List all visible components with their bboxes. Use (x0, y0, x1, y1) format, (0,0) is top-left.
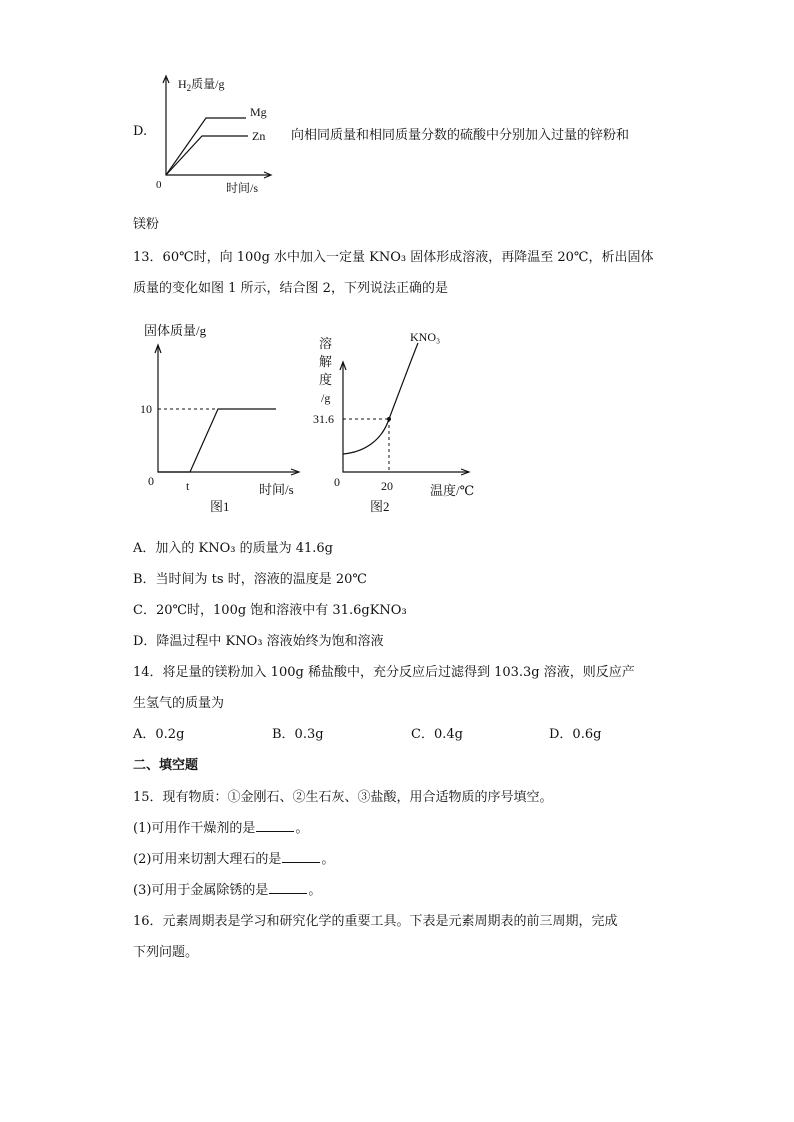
option-d-xlabel: 时间/s (226, 181, 259, 195)
q13-option-a: A．加入的 KNO₃ 的质量为 41.6g (133, 541, 334, 556)
q13-figure1 (138, 318, 313, 523)
fig2-kno3-curve (343, 343, 418, 454)
fig1-xlabel: 时间/s (259, 482, 294, 497)
fig1-ylabel: 固体质量/g (144, 323, 207, 338)
fig2-ylabel-3: 度 (319, 372, 333, 387)
fig1-origin: 0 (148, 474, 154, 488)
q13-option-b: B．当时间为 ts 时，溶液的温度是 20℃ (133, 572, 367, 587)
option-d-zn-label: Zn (252, 129, 266, 143)
q15-sub1-end: 。 (295, 821, 309, 836)
fig2-ylabel-4: /g (321, 391, 331, 405)
option-d-axes (166, 78, 270, 175)
option-d-mg-line (166, 118, 246, 175)
fig2-point (387, 417, 391, 421)
fig2-axes (343, 363, 468, 472)
q15-sub3 (133, 879, 321, 898)
q15-sub2-end: 。 (321, 852, 335, 867)
q15-sub1-blank[interactable] (256, 830, 294, 832)
q13-option-d: D．降温过程中 KNO₃ 溶液始终为饱和溶液 (133, 634, 384, 649)
fig2-curve-label: KNO₃ (410, 330, 441, 344)
option-d-zn-line (166, 136, 248, 175)
q13-figure2 (310, 318, 490, 523)
q14-option-a: A．0.2g (133, 727, 185, 742)
q13-option-c: C．20℃时，100g 饱和溶液中有 31.6gKNO₃ (133, 603, 407, 618)
fig1-tick-t: t (186, 479, 190, 493)
q15-sub3-blank[interactable] (269, 892, 307, 894)
q15-sub2-text: (2)可用来切割大理石的是 (133, 852, 282, 867)
q14-option-d: D．0.6g (549, 727, 602, 742)
q16-stem-line1: 16．元素周期表是学习和研究化学的重要工具。下表是元素周期表的前三周期，完成 (133, 914, 618, 929)
fig2-tick-316: 31.6 (313, 412, 334, 426)
option-d-ylabel: $H_2$质量/g (178, 77, 225, 93)
q13-stem-line1: 13．60℃时，向 100g 水中加入一定量 KNO₃ 固体形成溶液，再降温至 20℃，析出固体 (133, 250, 654, 265)
q15-stem: 15．现有物质：①金刚石、②生石灰、③盐酸，用合适物质的序号填空。 (133, 790, 553, 805)
fig1-caption: 图1 (210, 499, 230, 514)
option-d-label: D. (133, 124, 148, 139)
option-d-description-cont: 镁粉 (133, 217, 160, 232)
option-d-description: 向相同质量和相同质量分数的硫酸中分别加入过量的锌粉和 (291, 128, 630, 143)
fig1-curve (158, 409, 276, 472)
fig2-tick-20: 20 (381, 479, 393, 493)
fig2-ylabel-2: 解 (319, 354, 333, 369)
q14-stem-line1: 14．将足量的镁粉加入 100g 稀盐酸中，充分反应后过滤得到 103.3g 溶液，则反应产 (133, 665, 635, 680)
q15-sub1 (133, 817, 308, 836)
q15-sub3-end: 。 (308, 883, 322, 898)
q15-sub2-blank[interactable] (282, 861, 320, 863)
q16-stem-line2: 下列问题。 (133, 945, 199, 960)
fig2-xlabel: 温度/℃ (430, 483, 475, 498)
q13-stem-line2: 质量的变化如图 1 所示，结合图 2，下列说法正确的是 (133, 281, 448, 296)
q14-option-c: C．0.4g (411, 727, 463, 742)
q15-sub2 (133, 848, 334, 867)
q14-option-b: B．0.3g (272, 727, 324, 742)
fig2-ylabel-1: 溶 (319, 336, 333, 351)
option-d-origin: 0 (156, 179, 162, 191)
option-d-mg-label: Mg (250, 105, 267, 119)
fig2-origin: 0 (334, 475, 340, 489)
q14-stem-line2: 生氢气的质量为 (133, 696, 225, 711)
fig1-tick-10: 10 (140, 402, 152, 416)
section-title: 二、填空题 (133, 758, 199, 773)
q15-sub3-text: (3)可用于金属除锈的是 (133, 883, 269, 898)
option-d-graph (150, 70, 290, 200)
q15-sub1-text: (1)可用作干燥剂的是 (133, 821, 256, 836)
fig2-caption: 图2 (370, 499, 390, 514)
